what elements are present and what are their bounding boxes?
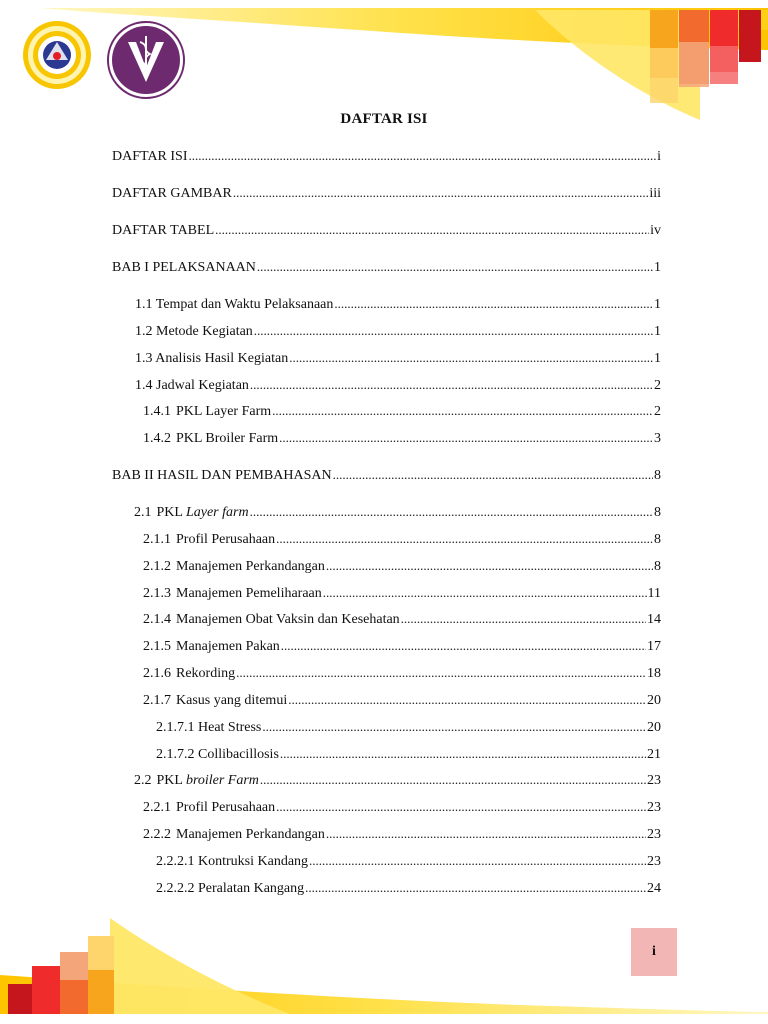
toc-page-number: 20	[647, 693, 661, 708]
toc-leader	[333, 466, 653, 485]
toc-leader	[254, 322, 653, 341]
toc-title: Profil Perusahaan	[176, 532, 276, 547]
toc-entry[interactable]: 1.4.2 PKL Broiler Farm ..... 3	[143, 429, 661, 448]
toc-title: 1.4 Jadwal Kegiatan	[135, 378, 249, 393]
toc-page-number: 23	[647, 773, 661, 788]
toc-page-number: 8	[654, 505, 661, 520]
toc-entry[interactable]	[151, 879, 661, 898]
toc-entry[interactable]: 2.1.6 Rekording ..... 18	[143, 664, 661, 683]
toc-page-number: 17	[647, 639, 661, 654]
university-seal-logo	[22, 20, 92, 90]
toc-leader	[401, 610, 646, 629]
toc-leader	[250, 376, 653, 395]
toc-leader	[323, 584, 647, 603]
toc-leader	[276, 530, 653, 549]
toc-leader	[250, 503, 653, 522]
toc-leader	[289, 349, 653, 368]
toc-title: DAFTAR ISI	[112, 149, 188, 164]
toc-entry[interactable]: 2.2 PKL broiler Farm ..... 23	[134, 771, 661, 790]
toc-page-number: iii	[649, 186, 661, 201]
toc-title: 1.1 Tempat dan Waktu Pelaksanaan	[135, 297, 334, 312]
toc-page-number: 18	[647, 666, 661, 681]
toc-page-number: 23	[647, 827, 661, 842]
toc-leader	[189, 147, 657, 166]
toc-page-number: 14	[647, 612, 661, 627]
faculty-logo	[106, 20, 186, 100]
toc-entry[interactable]: 2.1.7 Kasus yang ditemui ..... 20	[143, 691, 661, 710]
toc-page-number: 1	[654, 260, 661, 275]
toc-leader	[309, 852, 646, 871]
toc-page-number: 20	[647, 720, 661, 735]
toc-title: 1.3 Analisis Hasil Kegiatan	[135, 351, 289, 366]
toc-leader	[272, 402, 653, 421]
toc-leader	[262, 718, 646, 737]
toc-title: 2.1.7.1 Heat Stress	[156, 720, 262, 735]
toc-page-number: 3	[654, 431, 661, 446]
toc-page-number: 8	[654, 559, 661, 574]
toc-entry[interactable]	[107, 466, 661, 485]
document-heading: DAFTAR ISI	[340, 111, 428, 127]
toc-entry[interactable]	[130, 376, 661, 395]
toc-title: Rekording	[176, 666, 236, 681]
toc-entry[interactable]: 2.2.2 Manajemen Perkandangan ..... 23	[143, 825, 661, 844]
toc-title: Manajemen Perkandangan	[176, 827, 325, 842]
toc-title: 2.2.2.2 Peralatan Kangang	[156, 881, 305, 896]
toc-entry[interactable]	[151, 718, 661, 737]
toc-title: Profil Perusahaan	[176, 800, 276, 815]
toc-title: Manajemen Obat Vaksin dan Kesehatan	[176, 612, 400, 627]
toc-entry[interactable]: 2.1.3 Manajemen Pemeliharaan ..... 11	[143, 584, 661, 603]
toc-page-number: 8	[654, 532, 661, 547]
toc-leader	[288, 691, 646, 710]
toc-entry[interactable]: 2.1.4 Manajemen Obat Vaksin dan Kesehatan ..... 14	[143, 610, 661, 629]
toc-leader	[326, 557, 653, 576]
toc-title: 2.2.2.1 Kontruksi Kandang	[156, 854, 309, 869]
toc-title: BAB II HASIL DAN PEMBAHASAN	[112, 468, 332, 483]
toc-page-number: 1	[654, 351, 661, 366]
toc-entry[interactable]: 2.1.5 Manajemen Pakan ..... 17	[143, 637, 661, 656]
toc-entry[interactable]	[107, 184, 661, 203]
toc-entry[interactable]: 2.1.1 Profil Perusahaan ..... 8	[143, 530, 661, 549]
toc-title: BAB I PELAKSANAAN	[112, 260, 256, 275]
toc-title: DAFTAR GAMBAR	[112, 186, 232, 201]
toc-leader	[276, 798, 646, 817]
toc-entry[interactable]	[151, 852, 661, 871]
toc-leader	[236, 664, 646, 683]
toc-entry[interactable]: 2.1 PKL Layer farm ..... 8	[134, 503, 661, 522]
toc-title: 1.2 Metode Kegiatan	[135, 324, 253, 339]
page-number-badge: i	[631, 928, 677, 976]
toc-leader	[280, 745, 646, 764]
toc-page-number: iv	[650, 223, 661, 238]
toc-entry[interactable]	[107, 147, 661, 166]
toc-leader	[257, 258, 653, 277]
toc-page-number: 2	[654, 404, 661, 419]
toc-entry[interactable]: 2.2.1 Profil Perusahaan ..... 23	[143, 798, 661, 817]
toc-title: DAFTAR TABEL	[112, 223, 215, 238]
toc-page-number: 23	[647, 800, 661, 815]
toc-title: Kasus yang ditemui	[176, 693, 288, 708]
toc-entry[interactable]	[107, 221, 661, 240]
toc-page-number: 2	[654, 378, 661, 393]
toc-page-number: 11	[647, 586, 661, 601]
toc-entry[interactable]: 2.1.2 Manajemen Perkandangan ..... 8	[143, 557, 661, 576]
toc-entry[interactable]	[130, 295, 661, 314]
toc-page-number: 1	[654, 324, 661, 339]
toc-page-number: 1	[654, 297, 661, 312]
toc-title: PKL Layer Farm	[176, 404, 272, 419]
toc-page-number: i	[657, 149, 661, 164]
toc-title: Manajemen Perkandangan	[176, 559, 325, 574]
toc-page-number: 21	[647, 747, 661, 762]
toc-leader	[279, 429, 653, 448]
toc-title: PKL	[156, 505, 186, 520]
toc-leader	[326, 825, 646, 844]
toc-page-number: 24	[647, 881, 661, 896]
toc-page-number: 23	[647, 854, 661, 869]
toc-title: PKL	[156, 773, 186, 788]
toc-entry[interactable]: 1.4.1 PKL Layer Farm ..... 2	[143, 402, 661, 421]
toc-entry[interactable]	[130, 349, 661, 368]
toc-page-number: 8	[654, 468, 661, 483]
toc-leader	[334, 295, 653, 314]
toc-leader	[305, 879, 646, 898]
toc-entry[interactable]	[151, 745, 661, 764]
toc-leader	[281, 637, 646, 656]
toc-title: 2.1.7.2 Collibacillosis	[156, 747, 279, 762]
toc-entry[interactable]	[130, 322, 661, 341]
toc-leader	[233, 184, 648, 203]
toc-title: Manajemen Pemeliharaan	[176, 586, 322, 601]
toc-leader	[215, 221, 649, 240]
toc-entry[interactable]	[107, 258, 661, 277]
toc-title: PKL Broiler Farm	[176, 431, 279, 446]
toc-leader	[260, 771, 646, 790]
toc-title: Manajemen Pakan	[176, 639, 280, 654]
